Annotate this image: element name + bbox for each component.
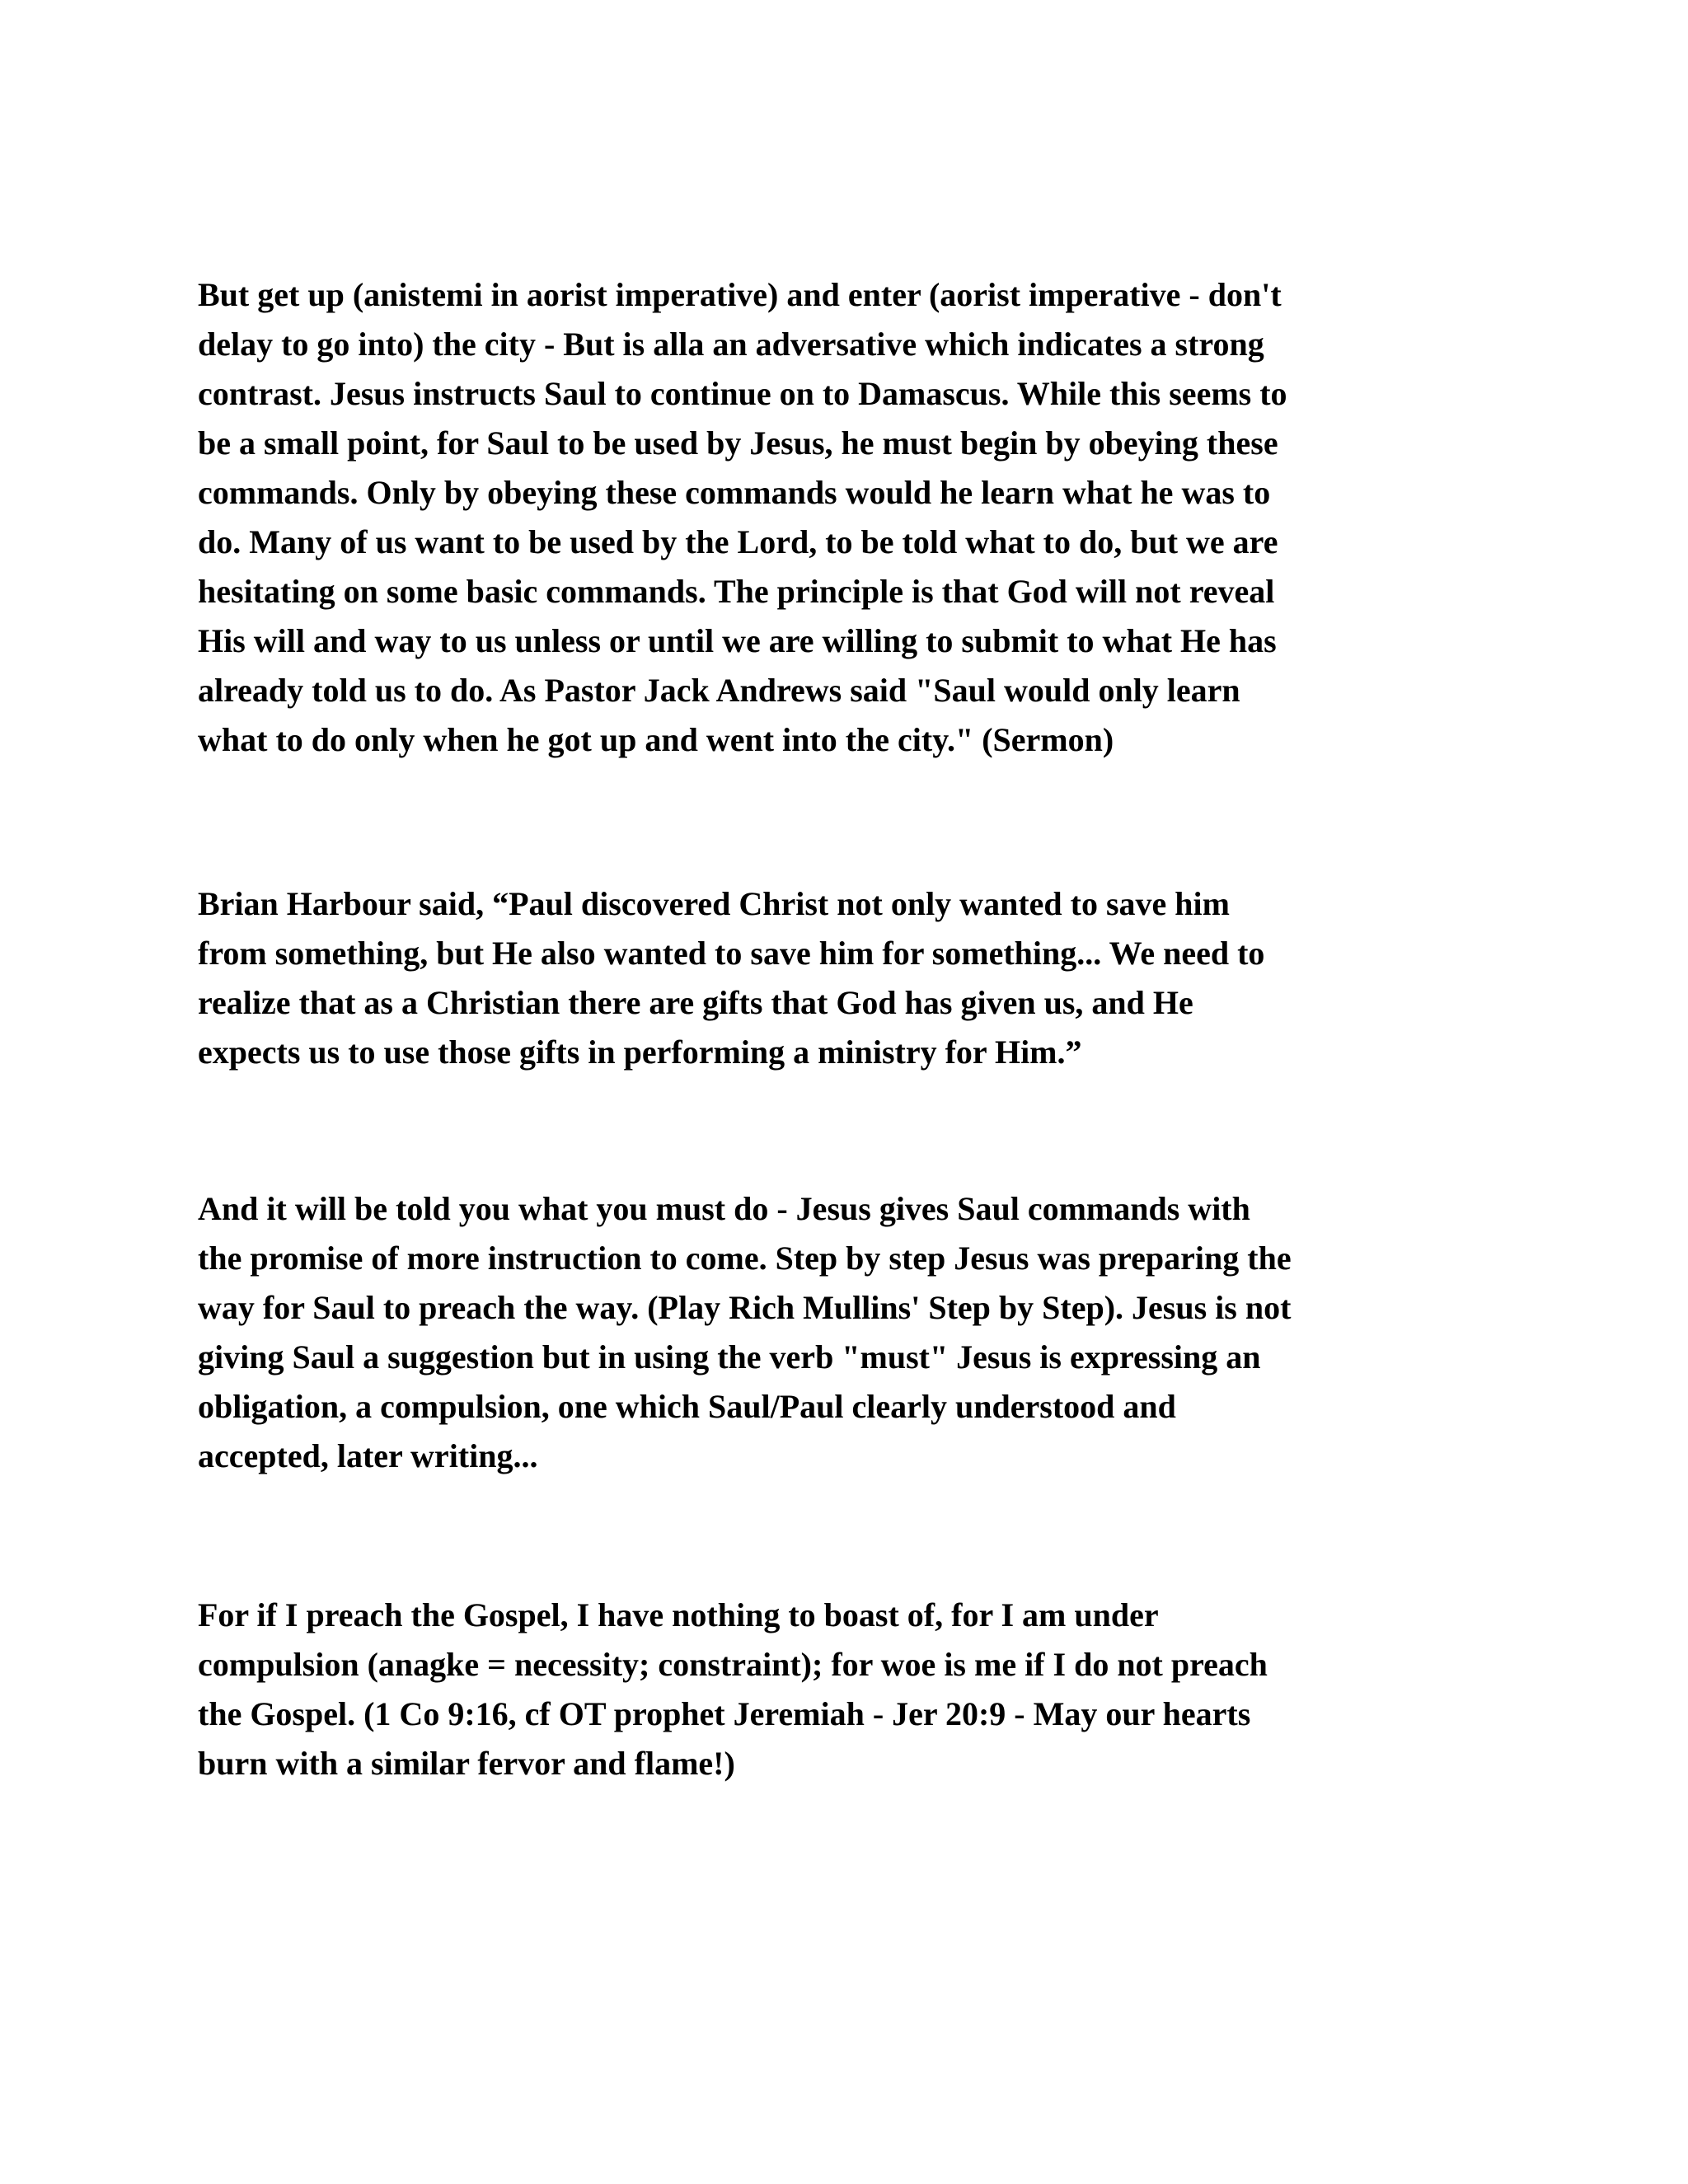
text-line: For if I preach the Gospel, I have nothing to boast of, for I am under [198, 1596, 1159, 1633]
text-line: giving Saul a suggestion but in using the verb "must" Jesus is expressing an [198, 1338, 1261, 1376]
text-line: hesitating on some basic commands. The principle is that God will not reveal [198, 573, 1275, 610]
text-line: But get up (anistemi in aorist imperative) and enter (aorist imperative - don't [198, 276, 1282, 313]
text-line: commands. Only by obeying these commands would he learn what he was to [198, 474, 1271, 511]
text-line: way for Saul to preach the way. (Play Rich Mullins' Step by Step). Jesus is not [198, 1289, 1292, 1326]
text-line: obligation, a compulsion, one which Saul/Paul clearly understood and [198, 1388, 1176, 1425]
paragraph-what-you-must-do [198, 1184, 1292, 1481]
text-line: delay to go into) the city - But is alla an adversative which indicates a strong [198, 326, 1264, 363]
text-line: expects us to use those gifts in performing a ministry for Him.” [198, 1033, 1082, 1071]
paragraph-get-up-and-enter [198, 270, 1287, 765]
text-line: do. Many of us want to be used by the Lord, to be told what to do, but we are [198, 523, 1278, 560]
text-line: burn with a similar fervor and flame!) [198, 1745, 735, 1782]
text-line: compulsion (anagke = necessity; constraint); for woe is me if I do not preach [198, 1646, 1268, 1683]
text-line: the promise of more instruction to come. Step by step Jesus was preparing the [198, 1240, 1292, 1277]
text-line: accepted, later writing... [198, 1437, 538, 1474]
text-line: already told us to do. As Pastor Jack Andrews said "Saul would only learn [198, 672, 1240, 709]
text-line: realize that as a Christian there are gifts that God has given us, and He [198, 984, 1193, 1021]
paragraph-1-corinthians-quote [198, 1591, 1268, 1788]
text-line: Brian Harbour said, “Paul discovered Christ not only wanted to save him [198, 885, 1230, 922]
paragraph-brian-harbour-quote [198, 879, 1264, 1077]
text-line: be a small point, for Saul to be used by Jesus, he must begin by obeying these [198, 424, 1278, 462]
text-line: the Gospel. (1 Co 9:16, cf OT prophet Jeremiah - Jer 20:9 - May our hearts [198, 1695, 1251, 1732]
text-line: contrast. Jesus instructs Saul to continue on to Damascus. While this seems to [198, 375, 1287, 412]
text-line: what to do only when he got up and went into the city." (Sermon) [198, 721, 1114, 758]
text-line: His will and way to us unless or until we are willing to submit to what He has [198, 622, 1277, 659]
text-line: And it will be told you what you must do - Jesus gives Saul commands with [198, 1190, 1250, 1227]
text-line: from something, but He also wanted to save him for something... We need to [198, 935, 1265, 972]
